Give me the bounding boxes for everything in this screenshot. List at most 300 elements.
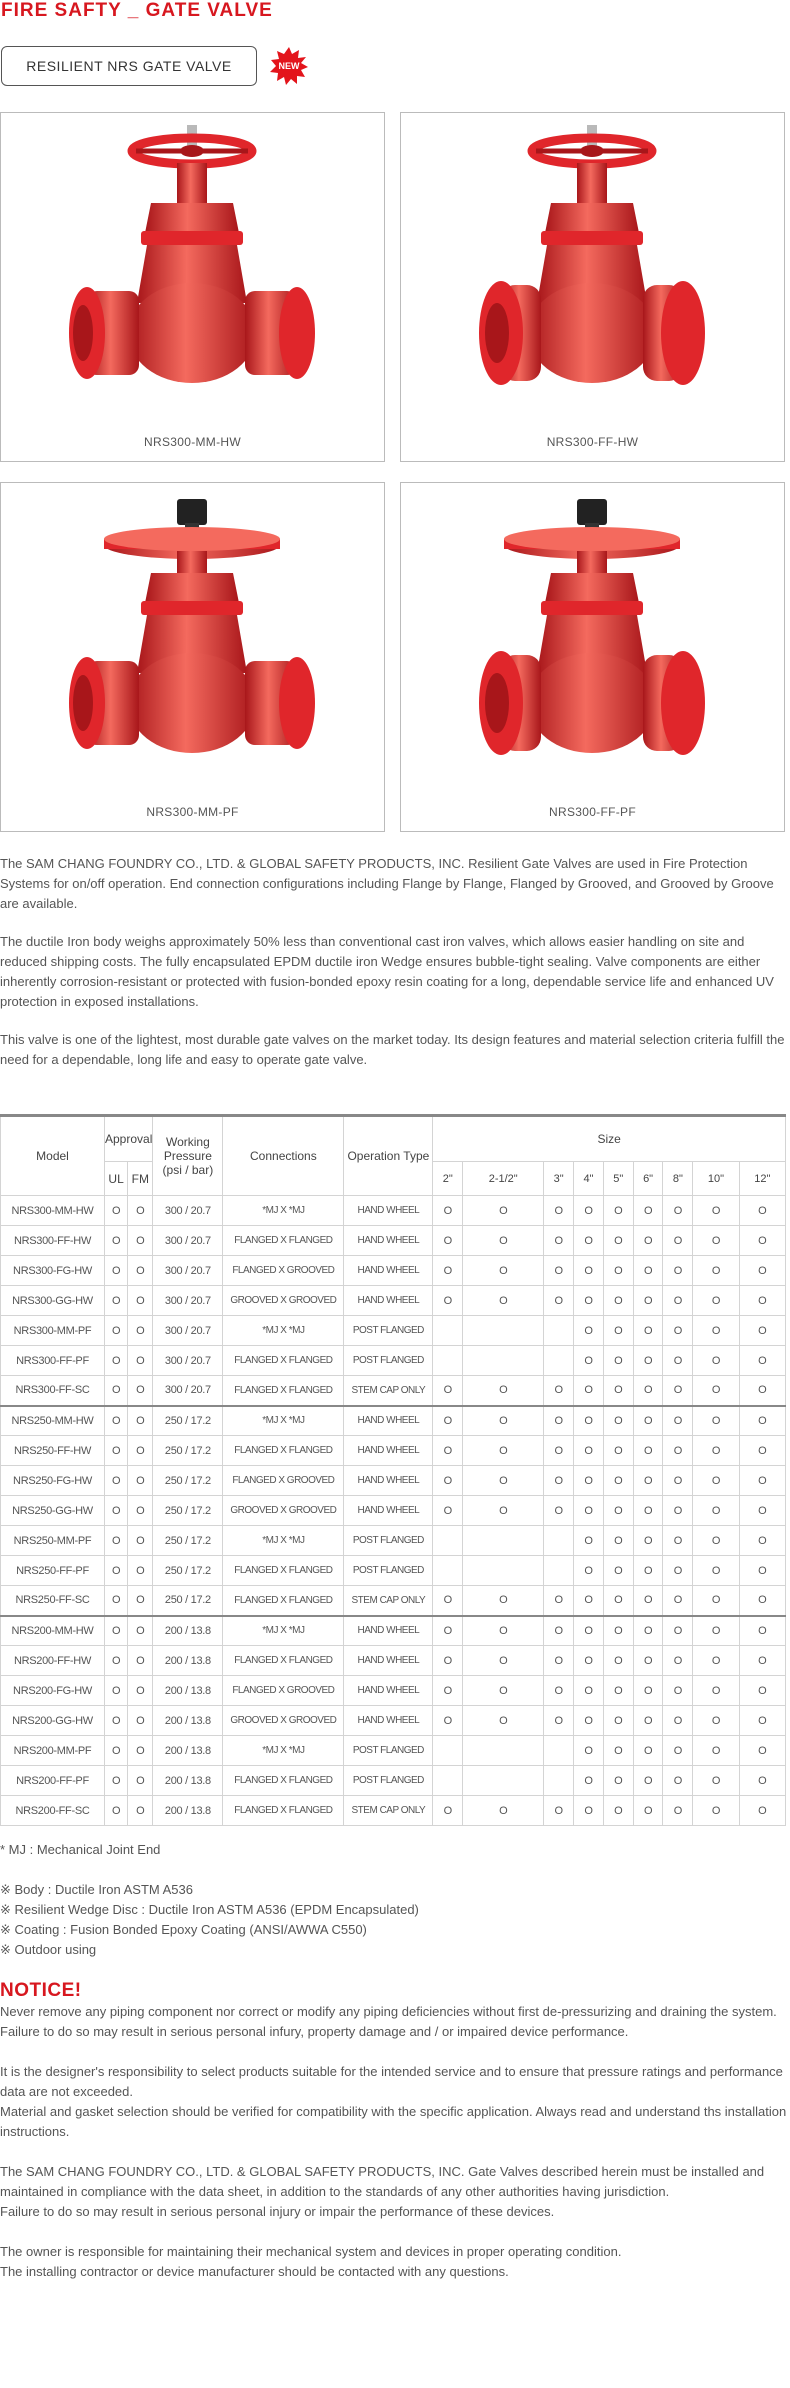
size-cell [544, 1766, 574, 1796]
size-cell: O [663, 1646, 693, 1676]
gate-valve-image [401, 483, 784, 783]
size-cell: O [603, 1706, 633, 1736]
operation-cell: POST FLANGED [344, 1346, 433, 1376]
size-cell: O [663, 1766, 693, 1796]
ul-cell: O [105, 1196, 128, 1226]
size-cell: O [633, 1736, 663, 1766]
fm-cell: O [128, 1466, 153, 1496]
size-cell: O [739, 1736, 785, 1766]
size-cell: O [603, 1586, 633, 1616]
size-cell: O [463, 1406, 544, 1436]
size-cell [544, 1556, 574, 1586]
pressure-cell: 200 / 13.8 [153, 1616, 223, 1646]
ul-cell: O [105, 1256, 128, 1286]
connection-cell: FLANGED X FLANGED [223, 1346, 344, 1376]
connection-cell: *MJ X *MJ [223, 1526, 344, 1556]
th-fm: FM [128, 1162, 153, 1196]
size-cell: O [433, 1796, 463, 1826]
material-note: ※ Resilient Wedge Disc : Ductile Iron ASTM A536 (EPDM Encapsulated) [0, 1902, 419, 1917]
size-cell [463, 1526, 544, 1556]
table-row [1, 1196, 786, 1226]
size-cell: O [693, 1646, 739, 1676]
size-cell: O [463, 1706, 544, 1736]
size-cell: O [739, 1286, 785, 1316]
ul-cell: O [105, 1706, 128, 1736]
operation-cell: STEM CAP ONLY [344, 1586, 433, 1616]
ul-cell: O [105, 1646, 128, 1676]
model-cell: NRS250-MM-PF [1, 1526, 105, 1556]
operation-cell: HAND WHEEL [344, 1616, 433, 1646]
model-cell: NRS250-FF-HW [1, 1436, 105, 1466]
connection-cell: FLANGED X GROOVED [223, 1256, 344, 1286]
fm-cell: O [128, 1736, 153, 1766]
size-cell: O [544, 1616, 574, 1646]
table-row [1, 1646, 786, 1676]
ul-cell: O [105, 1406, 128, 1436]
th-approval: Approval [105, 1116, 153, 1162]
table-row [1, 1616, 786, 1646]
product-photo-card [0, 482, 385, 832]
th-size-value: 4" [574, 1162, 604, 1196]
operation-cell: HAND WHEEL [344, 1676, 433, 1706]
size-cell: O [633, 1406, 663, 1436]
size-cell [433, 1556, 463, 1586]
product-caption: NRS300-MM-HW [144, 435, 241, 449]
model-cell: NRS300-MM-HW [1, 1196, 105, 1226]
size-cell: O [633, 1526, 663, 1556]
model-cell: NRS200-MM-PF [1, 1736, 105, 1766]
size-cell: O [574, 1256, 604, 1286]
size-cell: O [603, 1556, 633, 1586]
ul-cell: O [105, 1526, 128, 1556]
model-cell: NRS200-MM-HW [1, 1616, 105, 1646]
size-cell: O [574, 1346, 604, 1376]
size-cell: O [663, 1286, 693, 1316]
size-cell: O [574, 1196, 604, 1226]
subtitle-row [0, 36, 790, 96]
connection-cell: FLANGED X FLANGED [223, 1796, 344, 1826]
operation-cell: HAND WHEEL [344, 1256, 433, 1286]
size-cell: O [663, 1256, 693, 1286]
size-cell: O [603, 1796, 633, 1826]
operation-cell: POST FLANGED [344, 1526, 433, 1556]
size-cell: O [663, 1346, 693, 1376]
product-photo-card [400, 112, 785, 462]
size-cell [433, 1316, 463, 1346]
model-cell: NRS300-GG-HW [1, 1286, 105, 1316]
ul-cell: O [105, 1766, 128, 1796]
fm-cell: O [128, 1406, 153, 1436]
size-cell: O [603, 1346, 633, 1376]
table-row [1, 1496, 786, 1526]
table-row [1, 1316, 786, 1346]
th-size-value: 12" [739, 1162, 785, 1196]
operation-cell: HAND WHEEL [344, 1196, 433, 1226]
size-cell: O [574, 1436, 604, 1466]
size-cell: O [663, 1436, 693, 1466]
size-cell: O [603, 1436, 633, 1466]
size-cell: O [603, 1226, 633, 1256]
size-cell: O [433, 1706, 463, 1736]
size-cell: O [739, 1586, 785, 1616]
description-paragraph: The SAM CHANG FOUNDRY CO., LTD. & GLOBAL SAFETY PRODUCTS, INC. Resilient Gate Valves are used in Fire Protection Systems for on/off operation. End connection configurations including Flange by Flange, Flanged by Grooved, and Grooved by Groove are available. [0, 856, 774, 911]
connection-cell: FLANGED X FLANGED [223, 1646, 344, 1676]
size-cell: O [633, 1676, 663, 1706]
gate-valve-image [1, 113, 384, 413]
size-cell: O [574, 1286, 604, 1316]
table-row [1, 1466, 786, 1496]
fm-cell: O [128, 1706, 153, 1736]
size-cell: O [663, 1616, 693, 1646]
size-cell: O [693, 1676, 739, 1706]
size-cell: O [433, 1496, 463, 1526]
fm-cell: O [128, 1586, 153, 1616]
connection-cell: *MJ X *MJ [223, 1616, 344, 1646]
model-cell: NRS200-GG-HW [1, 1706, 105, 1736]
th-size-value: 3" [544, 1162, 574, 1196]
size-cell: O [544, 1376, 574, 1406]
operation-cell: POST FLANGED [344, 1766, 433, 1796]
size-cell: O [693, 1736, 739, 1766]
model-cell: NRS200-FF-SC [1, 1796, 105, 1826]
th-model: Model [1, 1116, 105, 1196]
size-cell [544, 1736, 574, 1766]
size-cell: O [603, 1316, 633, 1346]
size-cell: O [739, 1436, 785, 1466]
size-cell: O [433, 1406, 463, 1436]
size-cell: O [574, 1376, 604, 1406]
size-cell: O [693, 1316, 739, 1346]
th-operation [344, 1116, 433, 1196]
size-cell: O [739, 1706, 785, 1736]
description [0, 854, 790, 1070]
fm-cell: O [128, 1616, 153, 1646]
size-cell: O [693, 1526, 739, 1556]
notice-line: Never remove any piping component nor correct or modify any piping deficiencies without first de-pressurizing and draining the system. [0, 2004, 777, 2019]
size-cell: O [693, 1436, 739, 1466]
th-pressure [153, 1116, 223, 1196]
notice-paragraph [0, 2062, 790, 2142]
size-cell: O [544, 1646, 574, 1676]
fm-cell: O [128, 1376, 153, 1406]
table-row [1, 1526, 786, 1556]
size-cell: O [633, 1346, 663, 1376]
size-cell: O [739, 1616, 785, 1646]
mj-note: * MJ : Mechanical Joint End [0, 1842, 161, 1857]
connection-cell: GROOVED X GROOVED [223, 1496, 344, 1526]
size-cell: O [739, 1346, 785, 1376]
model-cell: NRS200-FG-HW [1, 1676, 105, 1706]
pressure-cell: 200 / 13.8 [153, 1646, 223, 1676]
size-cell: O [433, 1376, 463, 1406]
size-cell [463, 1316, 544, 1346]
size-cell: O [633, 1316, 663, 1346]
notice-line: Material and gasket selection should be verified for compatibility with the specific application. Always read and understand ths installation instructions. [0, 2104, 787, 2139]
size-cell: O [433, 1676, 463, 1706]
table-row [1, 1706, 786, 1736]
size-cell: O [603, 1766, 633, 1796]
size-cell: O [433, 1436, 463, 1466]
size-cell: O [463, 1256, 544, 1286]
size-cell: O [739, 1676, 785, 1706]
ul-cell: O [105, 1586, 128, 1616]
description-paragraph: This valve is one of the lightest, most durable gate valves on the market today. Its design features and material selection criteria fulfill the need for a dependable, long life and easy to operate gate valve. [0, 1032, 785, 1067]
size-cell: O [693, 1466, 739, 1496]
size-cell: O [603, 1526, 633, 1556]
size-cell: O [693, 1616, 739, 1646]
size-cell: O [574, 1706, 604, 1736]
size-cell: O [544, 1406, 574, 1436]
notes [0, 1840, 790, 1960]
fm-cell: O [128, 1766, 153, 1796]
operation-cell: POST FLANGED [344, 1556, 433, 1586]
connection-cell: FLANGED X GROOVED [223, 1676, 344, 1706]
size-cell: O [739, 1526, 785, 1556]
operation-cell: STEM CAP ONLY [344, 1796, 433, 1826]
size-cell: O [463, 1616, 544, 1646]
size-cell: O [463, 1586, 544, 1616]
operation-cell: HAND WHEEL [344, 1466, 433, 1496]
size-cell [544, 1346, 574, 1376]
size-cell: O [463, 1376, 544, 1406]
connection-cell: GROOVED X GROOVED [223, 1286, 344, 1316]
connection-cell: *MJ X *MJ [223, 1196, 344, 1226]
size-cell: O [574, 1646, 604, 1676]
model-cell: NRS300-FG-HW [1, 1256, 105, 1286]
size-cell: O [544, 1796, 574, 1826]
product-photo-grid [0, 112, 790, 832]
model-cell: NRS200-FF-PF [1, 1766, 105, 1796]
notice-body [0, 2002, 790, 2282]
th-operation-label: Operation Type [347, 1149, 430, 1163]
size-cell: O [633, 1556, 663, 1586]
pressure-cell: 300 / 20.7 [153, 1226, 223, 1256]
th-size-value: 2" [433, 1162, 463, 1196]
connection-cell: FLANGED X FLANGED [223, 1766, 344, 1796]
operation-cell: STEM CAP ONLY [344, 1376, 433, 1406]
size-cell: O [544, 1586, 574, 1616]
model-cell: NRS300-FF-SC [1, 1376, 105, 1406]
model-cell: NRS300-FF-PF [1, 1346, 105, 1376]
spec-table [0, 1114, 786, 1826]
model-cell: NRS250-FF-PF [1, 1556, 105, 1586]
size-cell: O [603, 1196, 633, 1226]
fm-cell: O [128, 1196, 153, 1226]
size-cell: O [433, 1646, 463, 1676]
operation-cell: HAND WHEEL [344, 1646, 433, 1676]
ul-cell: O [105, 1676, 128, 1706]
ul-cell: O [105, 1226, 128, 1256]
size-cell: O [433, 1256, 463, 1286]
size-cell: O [633, 1226, 663, 1256]
fm-cell: O [128, 1316, 153, 1346]
size-cell: O [544, 1466, 574, 1496]
spec-table-body [1, 1196, 786, 1826]
notice-line: The SAM CHANG FOUNDRY CO., LTD. & GLOBAL SAFETY PRODUCTS, INC. Gate Valves described herein must be installed and maintained in compliance with the data sheet, in addition to the standards of any other authorities having jurisdiction. [0, 2164, 765, 2199]
pressure-cell: 200 / 13.8 [153, 1766, 223, 1796]
th-size: Size [433, 1116, 786, 1162]
size-cell: O [693, 1556, 739, 1586]
operation-cell: HAND WHEEL [344, 1496, 433, 1526]
operation-cell: HAND WHEEL [344, 1286, 433, 1316]
size-cell: O [544, 1286, 574, 1316]
pressure-cell: 250 / 17.2 [153, 1466, 223, 1496]
table-row [1, 1436, 786, 1466]
model-cell: NRS300-FF-HW [1, 1226, 105, 1256]
size-cell [433, 1766, 463, 1796]
description-paragraph: The ductile Iron body weighs approximately 50% less than conventional cast iron valves, which allows easier handling on site and reduced shipping costs. The fully encapsulated EPDM ductile iron Wedge ensures bubble-tight sealing. Valve components are either inherently corrosion-resistant or protected with fusion-bonded epoxy resin coating for a long, dependable service life and enhanced UV protection in exposed installations. [0, 934, 774, 1009]
size-cell: O [463, 1496, 544, 1526]
size-cell: O [433, 1616, 463, 1646]
fm-cell: O [128, 1496, 153, 1526]
fm-cell: O [128, 1526, 153, 1556]
size-cell: O [693, 1586, 739, 1616]
size-cell: O [739, 1196, 785, 1226]
ul-cell: O [105, 1466, 128, 1496]
connection-cell: FLANGED X FLANGED [223, 1586, 344, 1616]
model-cell: NRS250-MM-HW [1, 1406, 105, 1436]
size-cell: O [693, 1256, 739, 1286]
size-cell [463, 1736, 544, 1766]
size-cell: O [633, 1466, 663, 1496]
notice-title: NOTICE! [0, 1980, 82, 2001]
notice-paragraph [0, 2242, 790, 2282]
size-cell: O [663, 1526, 693, 1556]
fm-cell: O [128, 1436, 153, 1466]
new-badge [269, 46, 309, 86]
size-cell: O [574, 1526, 604, 1556]
size-cell: O [433, 1286, 463, 1316]
size-cell: O [663, 1676, 693, 1706]
size-cell: O [463, 1286, 544, 1316]
th-size-value: 8" [663, 1162, 693, 1196]
size-cell [544, 1526, 574, 1556]
size-cell: O [433, 1226, 463, 1256]
fm-cell: O [128, 1226, 153, 1256]
size-cell: O [693, 1766, 739, 1796]
operation-cell: HAND WHEEL [344, 1406, 433, 1436]
size-cell: O [574, 1226, 604, 1256]
product-photo-card [400, 482, 785, 832]
fm-cell: O [128, 1646, 153, 1676]
size-cell: O [544, 1706, 574, 1736]
connection-cell: GROOVED X GROOVED [223, 1706, 344, 1736]
fm-cell: O [128, 1676, 153, 1706]
size-cell: O [633, 1376, 663, 1406]
size-cell: O [574, 1796, 604, 1826]
size-cell: O [463, 1436, 544, 1466]
notice-paragraph [0, 2002, 790, 2042]
size-cell: O [544, 1496, 574, 1526]
operation-cell: POST FLANGED [344, 1316, 433, 1346]
size-cell: O [633, 1646, 663, 1676]
size-cell: O [693, 1286, 739, 1316]
size-cell: O [633, 1706, 663, 1736]
operation-cell: HAND WHEEL [344, 1706, 433, 1736]
material-note: ※ Outdoor using [0, 1942, 97, 1957]
size-cell: O [663, 1796, 693, 1826]
model-cell: NRS250-GG-HW [1, 1496, 105, 1526]
table-row [1, 1346, 786, 1376]
ul-cell: O [105, 1796, 128, 1826]
size-cell [433, 1526, 463, 1556]
operation-cell: HAND WHEEL [344, 1436, 433, 1466]
table-row [1, 1586, 786, 1616]
product-caption: NRS300-FF-HW [546, 435, 639, 449]
gate-valve-image [401, 113, 784, 413]
size-cell: O [739, 1226, 785, 1256]
th-connections: Connections [223, 1116, 344, 1196]
ul-cell: O [105, 1286, 128, 1316]
model-cell: NRS250-FF-SC [1, 1586, 105, 1616]
size-cell: O [663, 1466, 693, 1496]
size-cell: O [633, 1196, 663, 1226]
size-cell: O [663, 1736, 693, 1766]
ul-cell: O [105, 1436, 128, 1466]
model-cell: NRS200-FF-HW [1, 1646, 105, 1676]
size-cell: O [463, 1226, 544, 1256]
pressure-cell: 300 / 20.7 [153, 1256, 223, 1286]
size-cell: O [433, 1196, 463, 1226]
size-cell: O [603, 1406, 633, 1436]
size-cell: O [693, 1346, 739, 1376]
size-cell: O [739, 1496, 785, 1526]
table-row [1, 1376, 786, 1406]
size-cell: O [463, 1466, 544, 1496]
pressure-cell: 250 / 17.2 [153, 1436, 223, 1466]
subtitle-pill: RESILIENT NRS GATE VALVE [1, 46, 257, 86]
page-title: FIRE SAFTY _ GATE VALVE [1, 0, 273, 21]
pressure-cell: 250 / 17.2 [153, 1586, 223, 1616]
size-cell: O [574, 1616, 604, 1646]
ul-cell: O [105, 1736, 128, 1766]
size-cell: O [663, 1316, 693, 1346]
size-cell: O [603, 1496, 633, 1526]
size-cell: O [663, 1226, 693, 1256]
size-cell: O [633, 1616, 663, 1646]
table-row [1, 1256, 786, 1286]
size-cell: O [663, 1556, 693, 1586]
th-ul: UL [105, 1162, 128, 1196]
notice-line: The owner is responsible for maintaining their mechanical system and devices in proper operating condition. [0, 2244, 622, 2259]
ul-cell: O [105, 1376, 128, 1406]
size-cell: O [663, 1376, 693, 1406]
size-cell: O [739, 1646, 785, 1676]
size-cell: O [574, 1766, 604, 1796]
table-row [1, 1676, 786, 1706]
size-cell: O [433, 1586, 463, 1616]
size-cell: O [633, 1496, 663, 1526]
model-cell: NRS250-FG-HW [1, 1466, 105, 1496]
product-caption: NRS300-MM-PF [146, 805, 239, 819]
size-cell: O [739, 1556, 785, 1586]
notice-line: Failure to do so may result in serious personal infury, property damage and / or impaired device performance. [0, 2024, 629, 2039]
ul-cell: O [105, 1556, 128, 1586]
size-cell: O [739, 1466, 785, 1496]
th-size-value: 2-1/2" [463, 1162, 544, 1196]
ul-cell: O [105, 1616, 128, 1646]
size-cell: O [603, 1736, 633, 1766]
connection-cell: *MJ X *MJ [223, 1736, 344, 1766]
size-cell: O [693, 1796, 739, 1826]
pressure-cell: 300 / 20.7 [153, 1346, 223, 1376]
material-note: ※ Coating : Fusion Bonded Epoxy Coating (ANSI/AWWA C550) [0, 1922, 367, 1937]
size-cell: O [544, 1676, 574, 1706]
size-cell [433, 1346, 463, 1376]
connection-cell: *MJ X *MJ [223, 1316, 344, 1346]
fm-cell: O [128, 1556, 153, 1586]
product-caption: NRS300-FF-PF [549, 805, 636, 819]
